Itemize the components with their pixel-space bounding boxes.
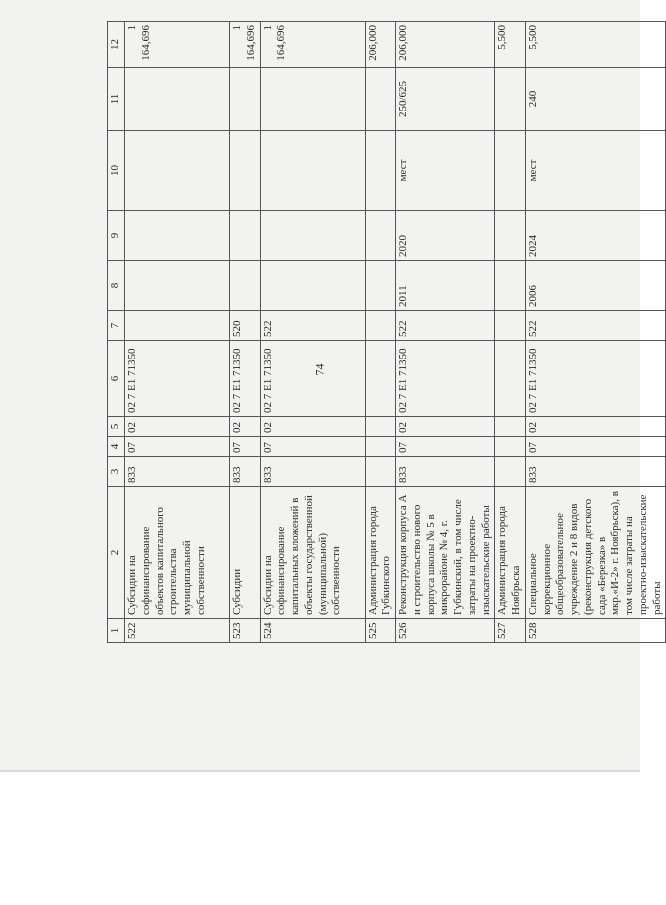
table-cell [365,211,396,261]
table-cell [365,261,396,311]
table-cell [495,68,526,131]
table-cell [125,261,230,311]
table-cell [125,211,230,261]
table-cell: 02 [396,417,495,437]
header-cell: 1 [108,619,125,643]
table-cell [260,68,365,131]
row-name: Субсидии на софинансирование объектов капитального строительства муниципальной собственности [125,487,230,619]
table-cell: 02 [230,417,261,437]
table-cell [495,311,526,341]
table-cell: мест [525,131,666,211]
table-cell [365,417,396,437]
row-number: 526 [396,619,495,643]
header-cell: 2 [108,487,125,619]
table-cell [365,131,396,211]
table-cell: 250/625 [396,68,495,131]
budget-table [107,21,666,643]
row-number: 522 [125,619,230,643]
table-cell [495,261,526,311]
table-cell [495,417,526,437]
row-number: 524 [260,619,365,643]
amount-cell: 1 164,696 [260,22,365,68]
table-row [365,22,396,643]
row-number: 523 [230,619,261,643]
table-cell [260,131,365,211]
table-cell [495,341,526,417]
table-cell: 522 [396,311,495,341]
table-cell: 07 [230,437,261,457]
row-number: 528 [525,619,666,643]
table-cell: 2020 [396,211,495,261]
table-cell: 07 [396,437,495,457]
amount-cell: 1 164,696 [230,22,261,68]
table-cell: 520 [230,311,261,341]
table-cell [230,261,261,311]
header-cell: 11 [108,68,125,131]
table-cell [495,211,526,261]
table-cell [365,341,396,417]
table-row [495,22,526,643]
row-name: Реконструкция корпуса А и строительство нового корпуса школы № 5 в микрорайоне № 4, г. Губкинский, в том числе затраты на проектно-изыскательские работы [396,487,495,619]
header-cell: 3 [108,457,125,487]
page-number: 74 [312,363,327,376]
table-cell: 07 [125,437,230,457]
header-row [108,22,125,643]
table-cell: 833 [525,457,666,487]
header-cell: 9 [108,211,125,261]
table-cell [125,131,230,211]
page-edge [0,770,640,772]
table-cell [260,211,365,261]
table-row [260,22,365,643]
table-row [525,22,666,643]
table-cell [365,311,396,341]
table-cell [495,131,526,211]
table-cell [125,311,230,341]
header-cell: 7 [108,311,125,341]
header-cell: 12 [108,22,125,68]
table-cell: 2024 [525,211,666,261]
table-cell: 833 [230,457,261,487]
header-cell: 6 [108,341,125,417]
table-row [125,22,230,643]
table-cell [230,131,261,211]
table-cell: 02 7 E1 71350 [396,341,495,417]
amount-cell: 206,000 [396,22,495,68]
row-number: 527 [495,619,526,643]
header-cell: 5 [108,417,125,437]
amount-cell: 206,000 [365,22,396,68]
table-row [230,22,261,643]
table-cell: 07 [525,437,666,457]
table-cell: мест [396,131,495,211]
table-cell: 833 [396,457,495,487]
table-cell: 522 [525,311,666,341]
table-cell [365,457,396,487]
table-cell: 833 [260,457,365,487]
table-cell [495,457,526,487]
header-cell: 8 [108,261,125,311]
table-cell: 833 [125,457,230,487]
table-cell [365,68,396,131]
header-cell: 10 [108,131,125,211]
row-name: Субсидии [230,487,261,619]
table-cell [495,437,526,457]
table-cell: 522 [260,311,365,341]
table-row [396,22,495,643]
table-cell [125,68,230,131]
table-cell: 02 7 E1 71350 [230,341,261,417]
table-cell: 02 [125,417,230,437]
table-cell [230,211,261,261]
rotated-table-wrapper [107,22,663,643]
header-cell: 4 [108,437,125,457]
table-cell: 2011 [396,261,495,311]
table-cell: 240 [525,68,666,131]
table-cell: 07 [260,437,365,457]
table-cell [260,261,365,311]
row-name: Администрация города Губкинского [365,487,396,619]
table-cell: 02 7 E1 71350 [525,341,666,417]
table-cell: 02 7 E1 71350 [125,341,230,417]
amount-cell: 5,500 [495,22,526,68]
table-cell: 02 [260,417,365,437]
row-name: Специальное коррекционное общеобразовательное учреждение 2 и 8 видов (реконструкция детского сада «Березка» в мкр.«И-2» г. Ноябрьска), в том числе затраты на проектно-изыскательские работы [525,487,666,619]
row-name: Субсидии на софинансирование капитальных вложений в объекты государственной (муниципальной) собственности [260,487,365,619]
table-cell: 02 [525,417,666,437]
row-number: 525 [365,619,396,643]
row-name: Администрация города Ноябрьска [495,487,526,619]
amount-cell: 5,500 [525,22,666,68]
table-cell [230,68,261,131]
table-cell [365,437,396,457]
table-cell: 2006 [525,261,666,311]
amount-cell: 1 164,696 [125,22,230,68]
table-cell: 02 7 E1 71350 [260,341,365,417]
